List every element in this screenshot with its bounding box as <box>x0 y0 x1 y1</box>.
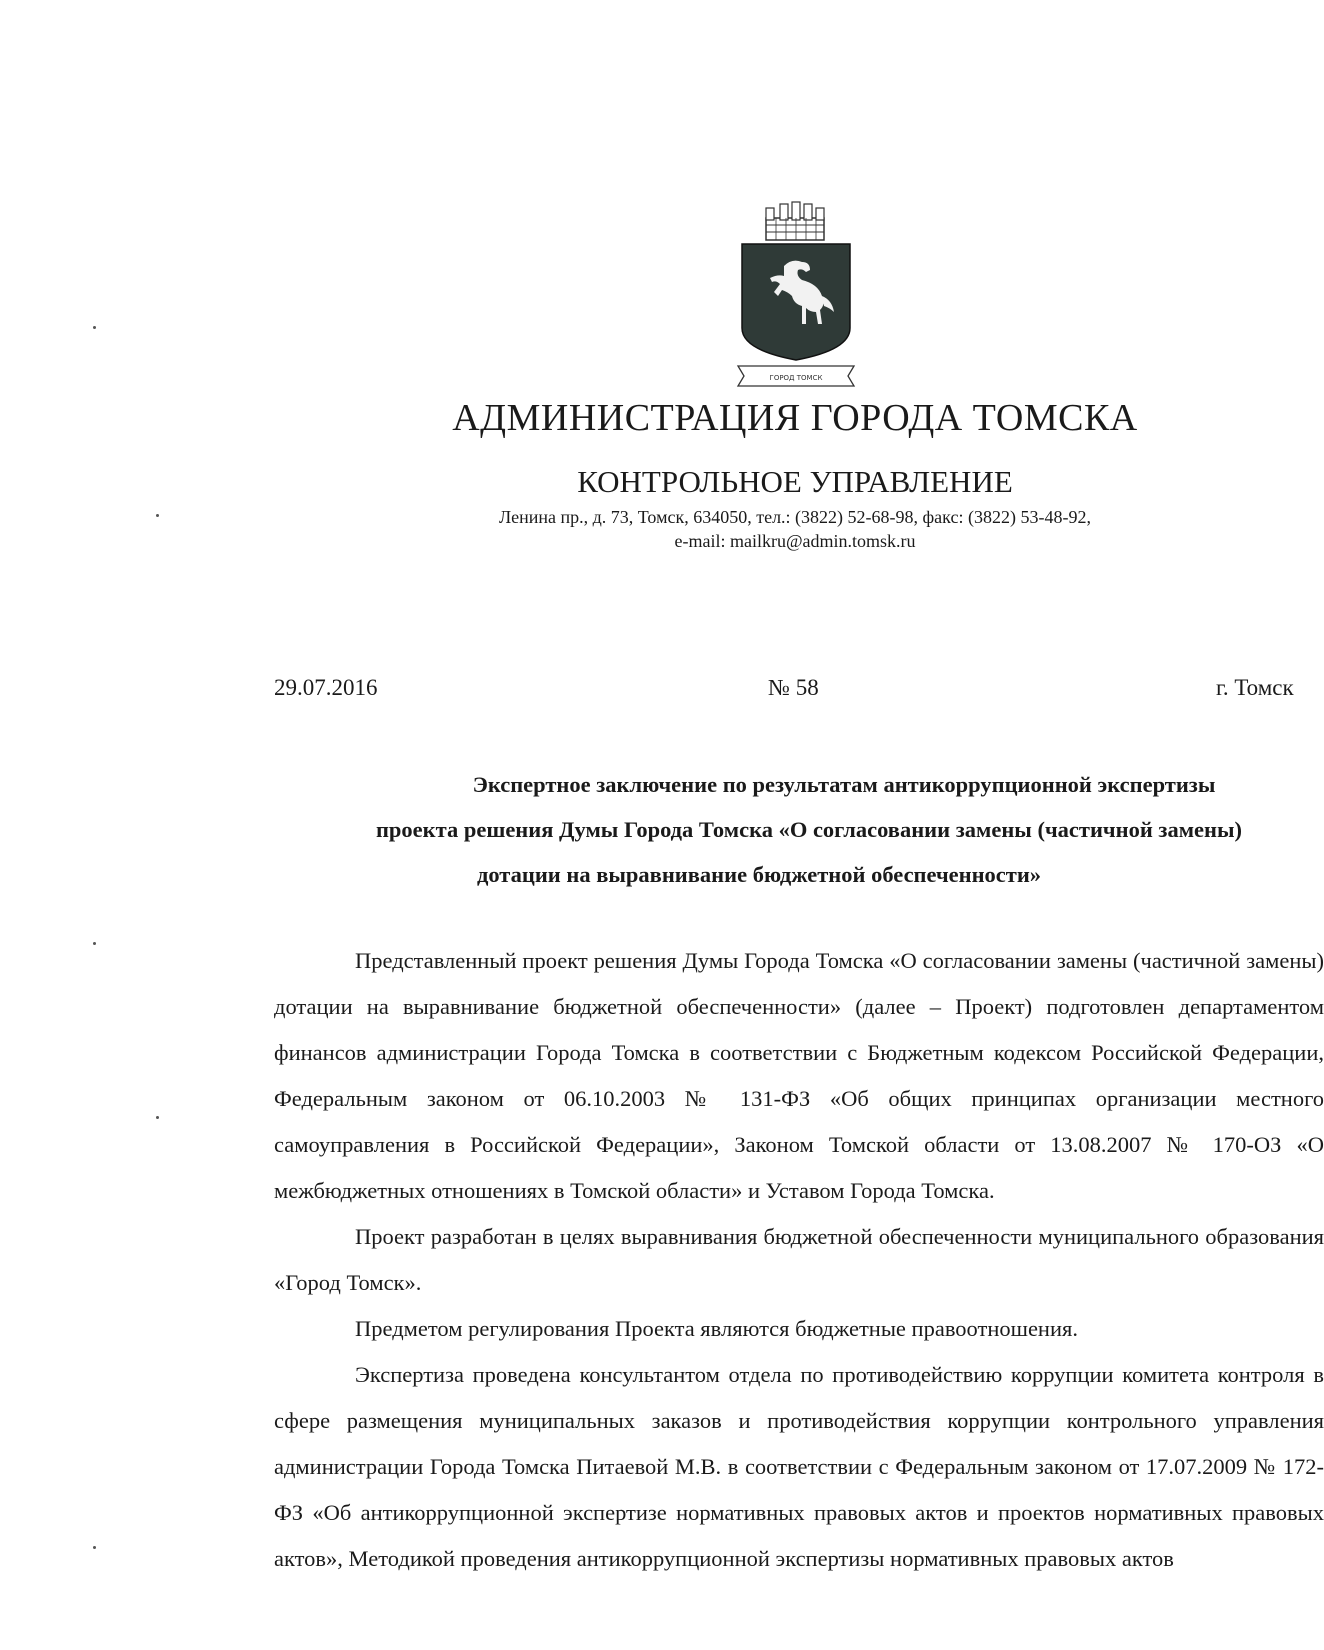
paragraph: Экспертиза проведена консультантом отдела по противодействию коррупции комитета контроля в сфере размещения муниципальных заказов и противодействия коррупции контрольного управления администрации Города Томска Питаевой М.В. в соответствии с Федеральным законом от 17.07.2009 № 172-ФЗ «Об антикоррупционной экспертизе нормативных правовых актов и проектов нормативных правовых актов», Методикой проведения антикоррупционной экспертизы нормативных правовых актов <box>274 1362 1324 1571</box>
title-line: Экспертное заключение по результатам антикоррупционной экспертизы <box>472 772 1216 797</box>
email-line: e-mail: mailkru@admin.tomsk.ru <box>674 531 916 551</box>
title-line: проекта решения Думы Города Томска «О согласовании замены (частичной замены) <box>375 817 1243 842</box>
ribbon-motto: ГОРОД ТОМСК <box>769 374 823 382</box>
scan-speck <box>93 1546 96 1549</box>
contact-address <box>380 505 1210 553</box>
document-body <box>274 938 1324 1582</box>
paragraph: Предметом регулирования Проекта являются бюджетные правоотношения. <box>355 1316 1078 1341</box>
address-line: Ленина пр., д. 73, Томск, 634050, тел.: (3822) 52-68-98, факс: (3822) 53-48-92, <box>499 507 1091 527</box>
document-city: г. Томск <box>1216 675 1294 700</box>
document-date: 29.07.2016 <box>274 675 378 700</box>
scan-speck <box>156 1116 159 1119</box>
organization-title: АДМИНИСТРАЦИЯ ГОРОДА ТОМСКА <box>452 397 1138 439</box>
paragraph: Представленный проект решения Думы Города Томска «О согласовании замены (частичной замены) дотации на выравнивание бюджетной обеспеченности» (далее – Проект) подготовлен департаментом финансов администрации Города Томска в соответствии с Бюджетным кодексом Российской Федерации, Федеральным законом от 06.10.2003 № 131-ФЗ «Об общих принципах организации местного самоуправления в Российской Федерации», Законом Томской области от 13.08.2007 № 170-ОЗ «О межбюджетных отношениях в Томской области» и Уставом Города Томска. <box>274 948 1324 1203</box>
document-title <box>274 762 1304 897</box>
crown-icon <box>766 202 824 240</box>
department-title: КОНТРОЛЬНОЕ УПРАВЛЕНИЕ <box>577 464 1013 499</box>
paragraph: Проект разработан в целях выравнивания бюджетной обеспеченности муниципального образования «Город Томск». <box>274 1224 1324 1295</box>
document-number: № 58 <box>768 675 819 700</box>
tomsk-coat-of-arms-icon <box>736 200 856 400</box>
scan-speck <box>93 942 96 945</box>
scan-speck <box>156 514 159 517</box>
title-line: дотации на выравнивание бюджетной обеспеченности» <box>476 862 1042 887</box>
scan-speck <box>93 326 96 329</box>
